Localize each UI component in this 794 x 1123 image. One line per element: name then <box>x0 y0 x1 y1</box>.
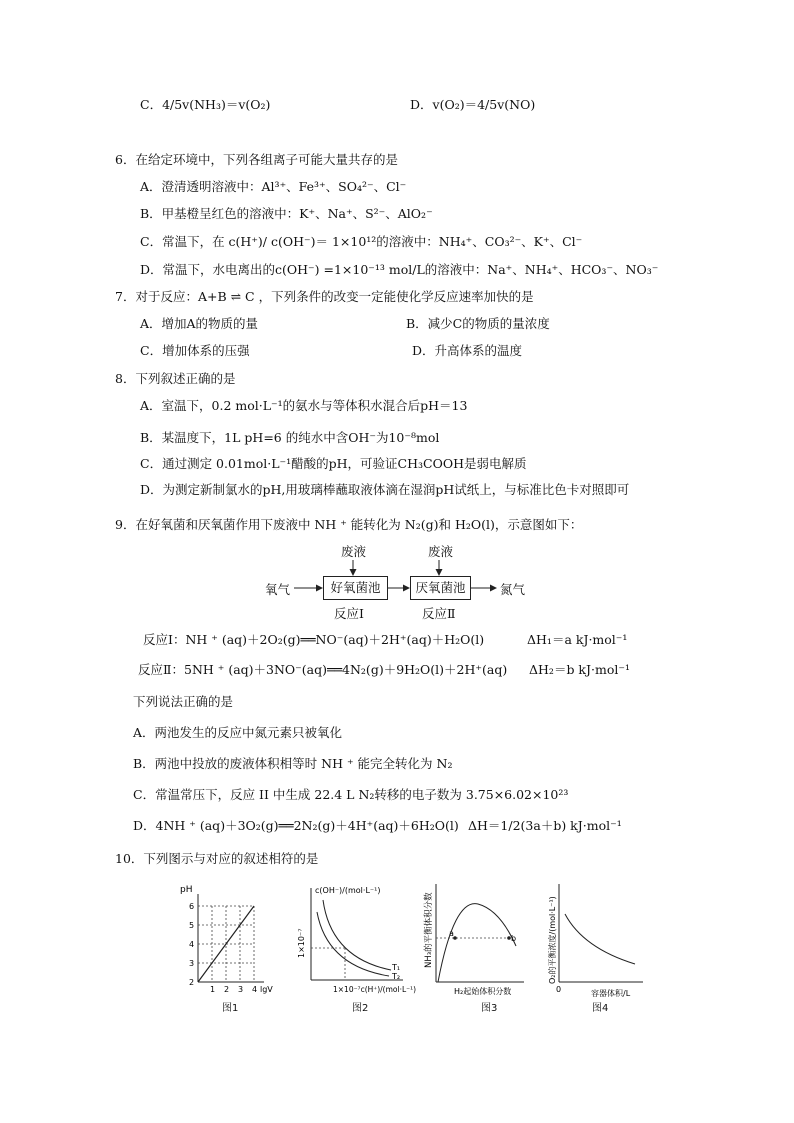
anaerobic-pool-box: 厌氧菌池 <box>410 576 471 600</box>
q7-option-c: C．增加体系的压强 <box>140 343 250 358</box>
fig3-point-a-label: a <box>449 929 454 938</box>
fig1-caption: 图1 <box>222 1003 239 1014</box>
q5-option-c: C．4/5v(NH₃)＝v(O₂) <box>140 97 271 112</box>
fig4-origin: 0 <box>556 985 562 994</box>
fig2-curve-t1 <box>323 900 391 970</box>
fig3-xlabel: H₂起始体积分数 <box>454 987 512 996</box>
fig3-point-b-label: b <box>511 934 517 943</box>
q9-reaction-2-enthalpy: ΔH₂＝b kJ·mol⁻¹ <box>529 662 630 677</box>
reaction-2-label: 反应Ⅱ <box>422 606 456 621</box>
q6-stem: 6．在给定环境中，下列各组离子可能大量共存的是 <box>115 152 398 167</box>
oxygen-label: 氧气 <box>265 582 291 597</box>
figure-3 <box>420 878 538 998</box>
q6-option-a: A．澄清透明溶液中：Al³⁺、Fe³⁺、SO₄²⁻、Cl⁻ <box>140 179 407 194</box>
fig4-ylabel: O₂的平衡浓度/(mol·L⁻¹) <box>548 896 557 984</box>
q8-option-c: C．通过测定 0.01mol·L⁻¹醋酸的pH，可验证CH₃COOH是弱电解质 <box>140 456 527 471</box>
fig3-curve <box>438 904 516 982</box>
q5-option-d: D．v(O₂)＝4/5v(NO) <box>410 97 536 112</box>
fig2-guides <box>311 948 345 980</box>
fig2-caption: 图2 <box>352 1003 369 1014</box>
fig2-curve-t1-label: T₁ <box>392 963 401 972</box>
fig2-xlabel: 1×10⁻⁷c(H⁺)/(mol·L⁻¹) <box>333 985 417 994</box>
q10-stem: 10．下列图示与对应的叙述相符的是 <box>115 851 319 866</box>
q6-option-b: B．甲基橙呈红色的溶液中：K⁺、Na⁺、S²⁻、AlO₂⁻ <box>140 206 433 221</box>
fig1-xtick: 4 <box>252 985 258 994</box>
q9-reaction-1: 反应Ⅰ：NH ⁺ (aq)＋2O₂(g)══NO⁻(aq)＋2H⁺(aq)＋H₂O(l) <box>143 632 485 647</box>
q9-reaction-2: 反应Ⅱ：5NH ⁺ (aq)＋3NO⁻(aq)══4N₂(g)＋9H₂O(l)＋2H⁺(aq) <box>138 662 508 677</box>
q7-stem: 7．对于反应：A+B ⇌ C ，下列条件的改变一定能使化学反应速率加快的是 <box>115 289 534 304</box>
q9-option-c: C．常温常压下，反应 II 中生成 22.4 L N₂转移的电子数为 3.75×6.02×10²³ <box>133 787 569 802</box>
q9-reaction-1-enthalpy: ΔH₁＝a kJ·mol⁻¹ <box>527 632 628 647</box>
q9-option-d-enthalpy: ΔH＝1/2(3a＋b) kJ·mol⁻¹ <box>468 818 622 833</box>
fig1-xlabel: lgV <box>260 985 273 994</box>
fig2-ytick: 1×10⁻⁷ <box>297 928 306 958</box>
fig1-ytick: 5 <box>189 921 195 930</box>
reaction-1-label: 反应Ⅰ <box>334 606 364 621</box>
q6-option-c: C．常温下，在 c(H⁺)/ c(OH⁻)＝ 1×10¹²的溶液中：NH₄⁺、CO₃²⁻、K⁺、Cl⁻ <box>140 234 583 249</box>
fig4-xlabel: 容器体积/L <box>591 989 631 998</box>
q8-option-d: D．为测定新制氯水的pH,用玻璃棒蘸取液体滴在湿润pH试纸上，与标准比色卡对照即可 <box>140 482 630 497</box>
fig3-caption: 图3 <box>481 1003 498 1014</box>
fig1-ytick: 2 <box>189 978 195 987</box>
q8-option-b: B．某温度下，1L pH=6 的纯水中含OH⁻为10⁻⁸mol <box>140 430 440 445</box>
fig1-xtick: 2 <box>224 985 230 994</box>
fig1-ylabel: pH <box>180 885 193 895</box>
q9-option-a: A．两池发生的反应中氮元素只被氧化 <box>133 725 343 740</box>
q7-option-b: B．减少C的物质的量浓度 <box>406 316 550 331</box>
fig1-ytick: 3 <box>189 959 195 968</box>
nitrogen-label: 氮气 <box>500 582 526 597</box>
q8-stem: 8．下列叙述正确的是 <box>115 371 236 386</box>
q8-option-a: A．室温下，0.2 mol·L⁻¹的氨水与等体积水混合后pH＝13 <box>140 398 468 413</box>
q7-option-a: A．增加A的物质的量 <box>140 316 259 331</box>
fig1-xtick: 1 <box>210 985 216 994</box>
waste-liquid-label-1: 废液 <box>341 544 367 559</box>
figure-2 <box>293 880 423 1000</box>
fig4-caption: 图4 <box>592 1003 609 1014</box>
q9-ask: 下列说法正确的是 <box>133 694 234 709</box>
q9-option-b: B．两池中投放的废液体积相等时 NH ⁺ 能完全转化为 N₂ <box>133 756 453 771</box>
waste-liquid-label-2: 废液 <box>428 544 454 559</box>
fig2-ylabel: c(OH⁻)/(mol·L⁻¹) <box>315 886 381 895</box>
q9-option-d: D．4NH ⁺ (aq)＋3O₂(g)══2N₂(g)＋4H⁺(aq)＋6H₂O(l) <box>133 818 459 833</box>
fig1-xtick: 3 <box>238 985 244 994</box>
q9-stem: 9．在好氧菌和厌氧菌作用下废液中 NH ⁺ 能转化为 N₂(g)和 H₂O(l)，示意图如下： <box>115 517 583 532</box>
figure-4 <box>543 878 655 998</box>
q6-option-d: D．常温下，水电离出的c(OH⁻) =1×10⁻¹³ mol/L的溶液中：Na⁺、NH₄⁺、HCO₃⁻、NO₃⁻ <box>140 262 659 277</box>
figure-1 <box>178 880 288 1000</box>
aerobic-pool-box: 好氧菌池 <box>323 576 388 600</box>
q7-option-d: D．升高体系的温度 <box>412 343 523 358</box>
fig1-ytick: 4 <box>189 940 195 949</box>
fig4-curve <box>565 914 635 964</box>
fig3-ylabel: NH₃的平衡体积分数 <box>424 892 434 968</box>
fig1-ytick: 6 <box>189 902 195 911</box>
fig2-curve-t2-label: T₂ <box>392 972 401 981</box>
